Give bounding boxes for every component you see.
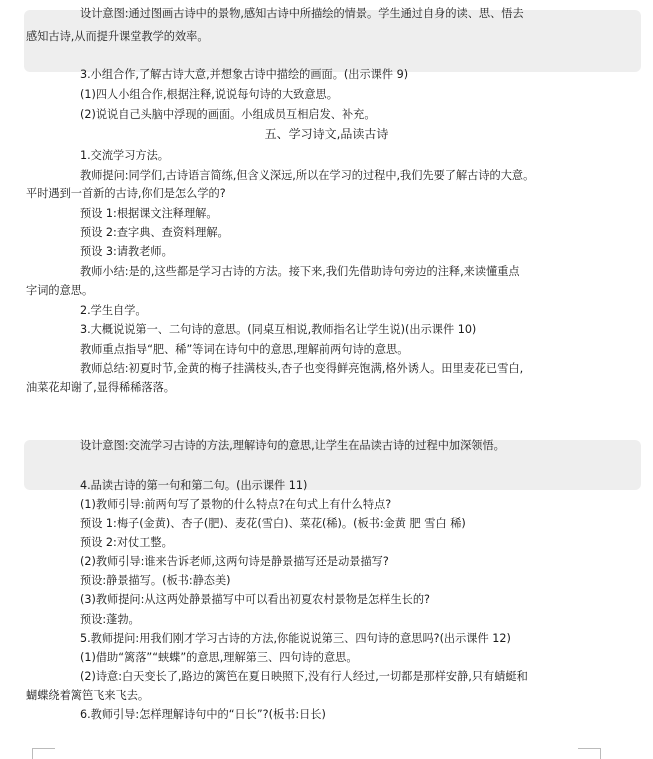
paragraph-line: 5.教师提问:用我们刚才学习古诗的方法,你能说说第三、四句诗的意思吗?(出示课件 12) [80, 632, 511, 645]
design-intent-1-line-2: 感知古诗,从而提升课堂教学的效率。 [26, 30, 209, 43]
paragraph-line: 预设 1:梅子(金黄)、杏子(肥)、麦花(雪白)、菜花(稀)。(板书:金黄 肥 雪白 稀) [80, 517, 466, 530]
paragraph-line: 3.大概说说第一、二句诗的意思。(同桌互相说,教师指名让学生说)(出示课件 10) [80, 323, 477, 336]
paragraph-line: 预设 2:查字典、查资料理解。 [80, 226, 229, 239]
paragraph-line: (2)教师引导:谁来告诉老师,这两句诗是静景描写还是动景描写? [80, 555, 389, 568]
crop-mark-bottom-left [32, 748, 55, 759]
paragraph-line: 4.品读古诗的第一句和第二句。(出示课件 11) [80, 479, 308, 492]
paragraph-line: 6.教师引导:怎样理解诗句中的“日长”?(板书:日长) [80, 708, 326, 721]
paragraph-line: 平时遇到一首新的古诗,你们是怎么学的? [26, 187, 226, 200]
section-heading: 五、学习诗文,品读古诗 [264, 127, 389, 141]
paragraph-line: 预设 3:请教老师。 [80, 245, 173, 258]
design-intent-1-line-1: 设计意图:通过图画古诗中的景物,感知古诗中所描绘的情景。学生通过自身的读、思、悟去 [80, 7, 524, 20]
paragraph-line: 预设 1:根据课文注释理解。 [80, 207, 218, 220]
design-intent-2-line-1: 设计意图:交流学习古诗的方法,理解诗句的意思,让学生在品读古诗的过程中加深领悟。 [80, 439, 505, 452]
paragraph-line: 预设 2:对仗工整。 [80, 536, 173, 549]
paragraph-line: 教师提问:同学们,古诗语言简练,但含义深远,所以在学习的过程中,我们先要了解古诗的大意。 [80, 169, 535, 182]
paragraph-line: (2)诗意:白天变长了,路边的篱笆在夏日映照下,没有行人经过,一切都是那样安静,只有蜻蜓和 [80, 670, 528, 683]
paragraph-line: 油菜花却谢了,显得稀稀落落。 [26, 381, 175, 394]
crop-mark-bottom-right [578, 748, 601, 759]
paragraph-line: 字词的意思。 [26, 284, 94, 297]
paragraph-line: (1)教师引导:前两句写了景物的什么特点?在句式上有什么特点? [80, 498, 392, 511]
paragraph-line: 蝴蝶绕着篱笆飞来飞去。 [26, 689, 150, 702]
paragraph-group-work-step-2: (2)说说自己头脑中浮现的画面。小组成员互相启发、补充。 [80, 108, 376, 121]
paragraph-group-work: 3.小组合作,了解古诗大意,并想象古诗中描绘的画面。(出示课件 9) [80, 68, 409, 81]
paragraph-group-work-step-1: (1)四人小组合作,根据注释,说说每句诗的大致意思。 [80, 88, 338, 101]
paragraph-line: (1)借助“篱落”“蛱蝶”的意思,理解第三、四句诗的意思。 [80, 651, 358, 664]
paragraph-line: 2.学生自学。 [80, 304, 147, 317]
paragraph-line: 教师总结:初夏时节,金黄的梅子挂满枝头,杏子也变得鲜亮饱满,格外诱人。田里麦花已雪白, [80, 362, 524, 375]
paragraph-line: (3)教师提问:从这两处静景描写中可以看出初夏农村景物是怎样生长的? [80, 593, 430, 606]
paragraph-line: 教师小结:是的,这些都是学习古诗的方法。接下来,我们先借助诗句旁边的注释,来读懂重点 [80, 265, 520, 278]
paragraph-line: 预设:静景描写。(板书:静态美) [80, 574, 231, 587]
paragraph-line: 1.交流学习方法。 [80, 149, 169, 162]
paragraph-line: 预设:蓬勃。 [80, 613, 140, 626]
paragraph-line: 教师重点指导“肥、稀”等词在诗句中的意思,理解前两句诗的意思。 [80, 343, 409, 356]
